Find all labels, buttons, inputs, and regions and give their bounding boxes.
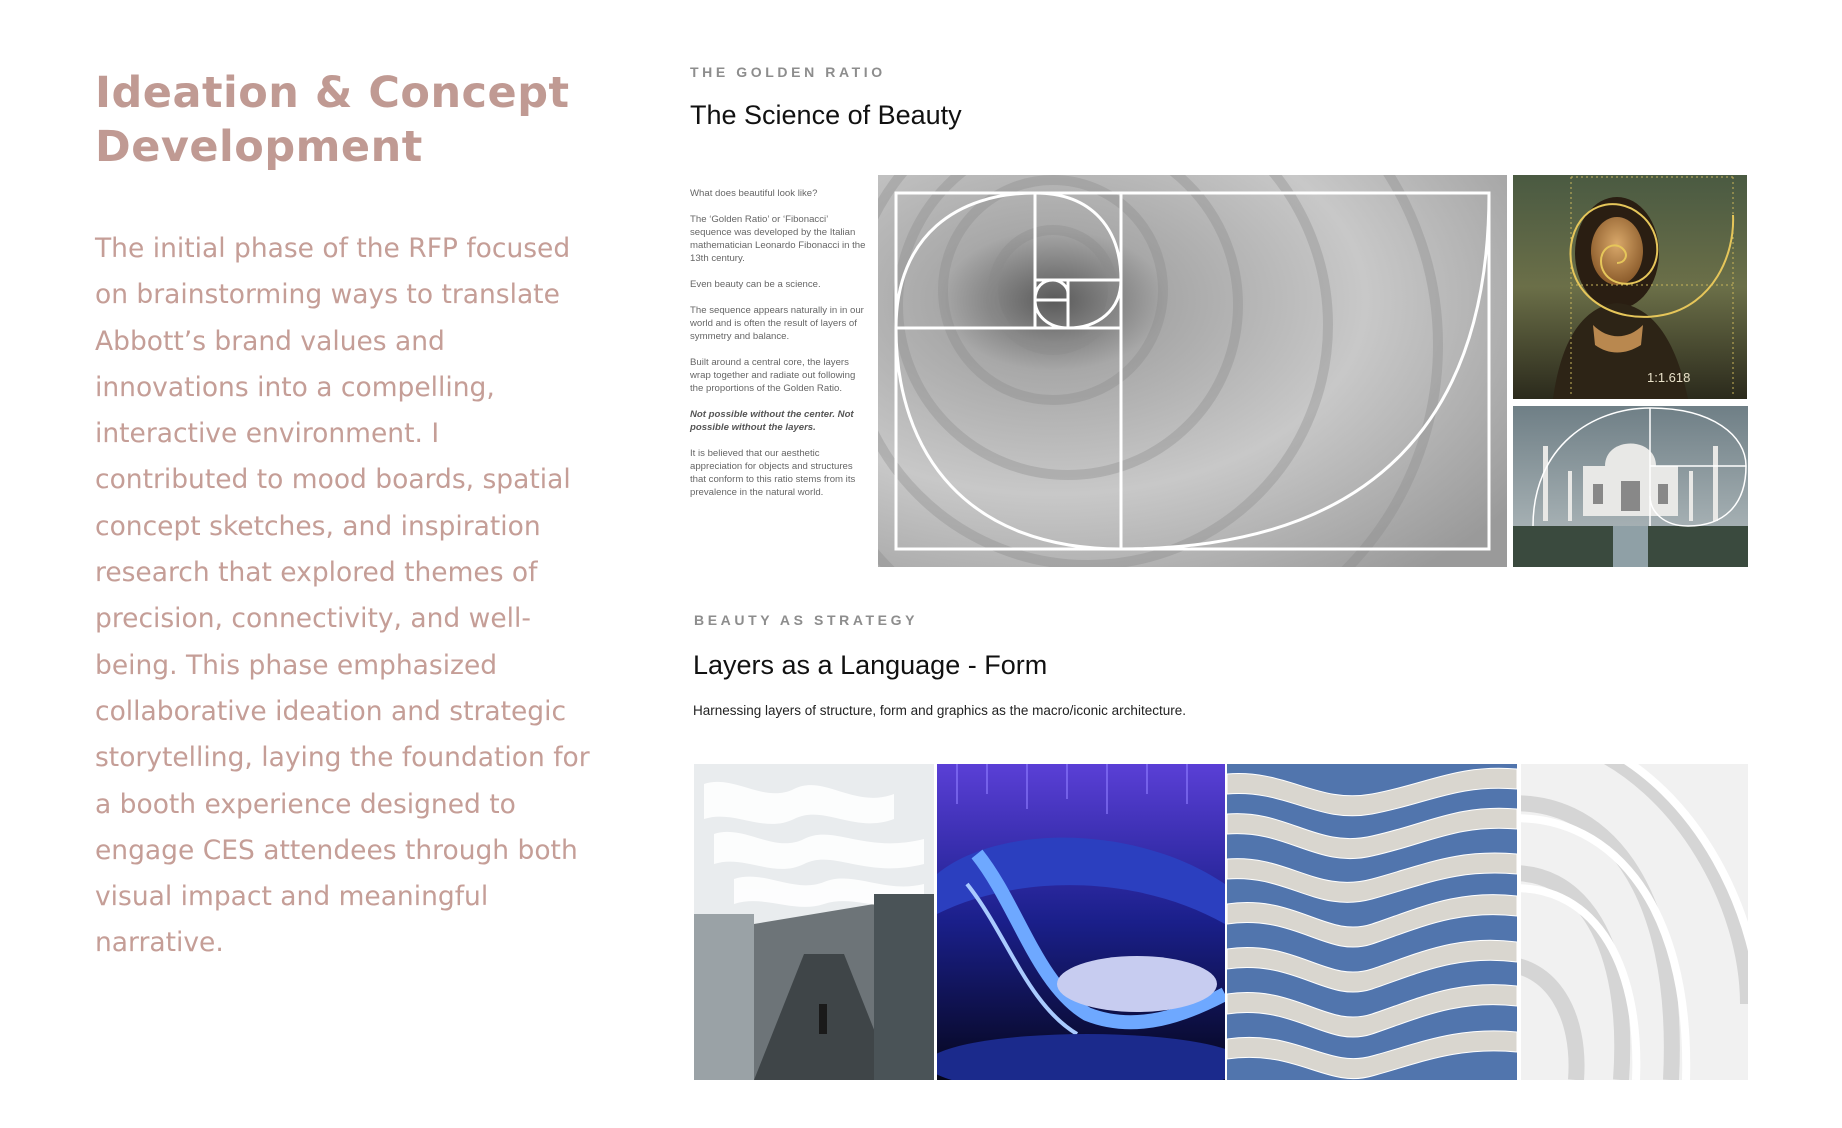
intro-paragraph: The initial phase of the RFP focused on brainstorming ways to translate Abbott’s brand values and innovations into a compelling, interactive environment. I contributed to mood boards, spatial concept sketches, and inspiration research that explored themes of precision, connectivity, and well-being. This phase emphasized collaborative ideation and strategic storytelling, laying the foundation for a booth experience designed to engage CES attendees through both visual impact and meaningful narrative. bbox=[95, 233, 590, 959]
note-science: Even beauty can be a science. bbox=[690, 279, 821, 290]
note-question: What does beautiful look like? bbox=[690, 188, 818, 199]
rose-spiral-image bbox=[878, 175, 1507, 567]
page-title: Ideation & Concept Development bbox=[95, 68, 570, 172]
note-aesthetic: It is believed that our aesthetic appreciation for objects and structures that conform to this ratio stems from its prevalence in the natural world. bbox=[690, 448, 856, 498]
golden-ratio-label: 1:1.618 bbox=[1647, 370, 1691, 385]
golden-ratio-eyebrow: THE GOLDEN RATIO bbox=[690, 64, 886, 80]
white-abstract-layers-image bbox=[1521, 764, 1748, 1080]
golden-ratio-heading: The Science of Beauty bbox=[690, 100, 962, 130]
wavy-tower-facade-image bbox=[1227, 764, 1517, 1080]
strategy-subheading: Harnessing layers of structure, form and graphics as the macro/iconic architecture. bbox=[693, 703, 1186, 718]
mona-lisa-image bbox=[1513, 175, 1747, 399]
futuristic-vehicle-interior-image bbox=[937, 764, 1225, 1080]
golden-ratio-notes bbox=[690, 187, 868, 512]
strategy-heading: Layers as a Language - Form bbox=[693, 650, 1048, 680]
note-emphasis: Not possible without the center. Not possible without the layers. bbox=[690, 409, 854, 433]
note-nature: The sequence appears naturally in in our world and is often the result of layers of symmetry and balance. bbox=[690, 305, 864, 342]
note-history: The ‘Golden Ratio’ or ‘Fibonacci’ sequence was developed by the Italian mathematician Leonardo Fibonacci in the 13th century. bbox=[690, 214, 866, 264]
strategy-eyebrow: BEAUTY AS STRATEGY bbox=[694, 612, 919, 628]
layered-ceiling-corridor-image bbox=[694, 764, 934, 1080]
taj-mahal-image bbox=[1513, 406, 1748, 567]
note-core: Built around a central core, the layers wrap together and radiate out following the proportions of the Golden Ratio. bbox=[690, 357, 856, 394]
